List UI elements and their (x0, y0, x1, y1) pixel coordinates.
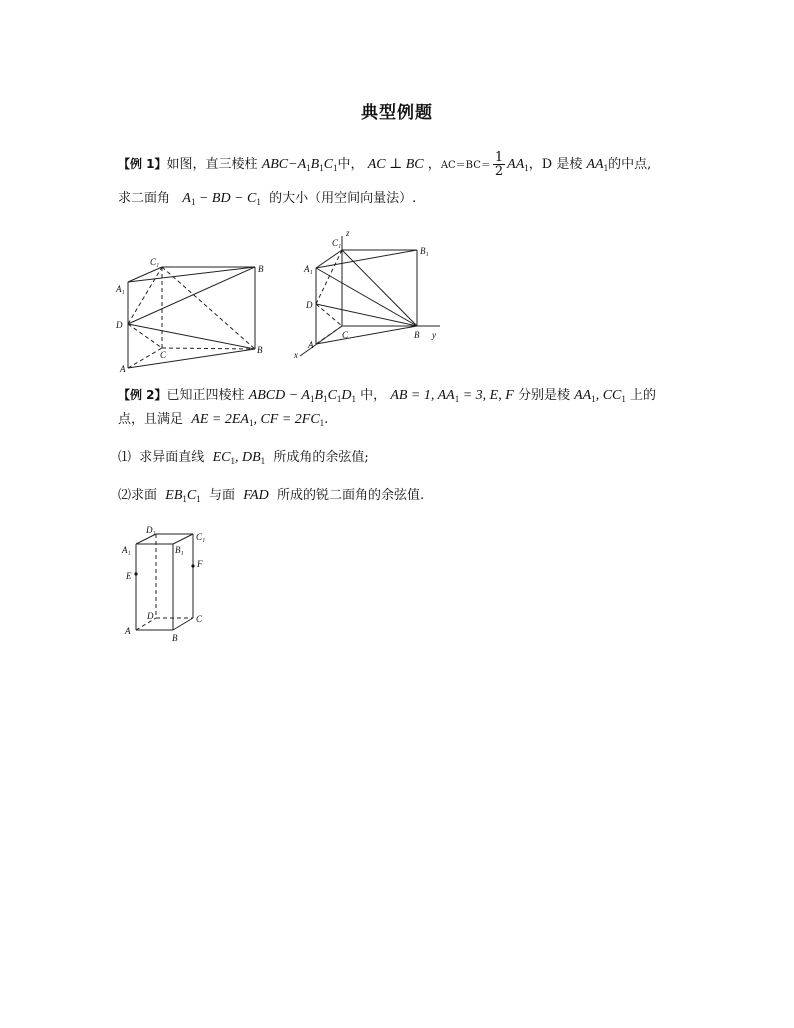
label-y: y (432, 330, 436, 340)
label-c: C (196, 614, 203, 624)
text: 如图，直三棱柱 (166, 157, 258, 172)
edge-hidden (162, 267, 255, 349)
figure-3-square-prism (118, 522, 218, 644)
lines-expression: $EC_1$, $DB_1$ (212, 450, 266, 466)
label-b1: B₁ (420, 246, 429, 256)
equality-text: AC＝BC＝ (440, 160, 491, 171)
aa1-expression-2: $AA_1$ (586, 157, 609, 173)
edge (316, 304, 417, 326)
figure-2-prism-axes (290, 228, 450, 363)
plane-1-expression: $EB_1C_1$ (165, 488, 201, 504)
text: 与面 (209, 488, 236, 503)
example-1-label: 【例 1】 (118, 157, 167, 171)
text: 求异面直线 (139, 450, 205, 465)
dihedral-expression: $A_1$ − BD − $C_1$ (182, 191, 261, 207)
text: 所成角的余弦值; (273, 450, 369, 465)
text: 所成的锐二面角的余弦值. (276, 488, 425, 503)
edge (128, 349, 255, 368)
point-f (191, 564, 194, 567)
prism-expression: $ABC-A_1B_1C_1$ (261, 157, 338, 173)
edge (136, 534, 156, 544)
label-d: D (306, 300, 313, 310)
label-a: A (125, 626, 131, 636)
text: 分别是棱 (517, 388, 570, 403)
question-1-label: ⑴ (118, 450, 132, 465)
label-c: C (342, 330, 349, 340)
question-1 (118, 449, 369, 470)
text: . (324, 412, 329, 427)
text: 中， (337, 157, 364, 172)
text: 的大小（用空间向量法）. (269, 191, 417, 206)
aa1-expression: $AA_1$ (507, 157, 529, 173)
figure-1-prism (112, 250, 272, 375)
label-b: B (414, 330, 420, 340)
label-c1: C₁ (196, 532, 206, 542)
label-x: x (294, 350, 298, 360)
label-d1: D₁ (146, 525, 156, 535)
edge (173, 618, 193, 630)
edge-hidden (162, 348, 255, 349)
ratio-expression: AE = $2EA_1$, CF = $2FC_1$ (191, 412, 325, 428)
text: ，D 是棱 (528, 157, 583, 172)
edge (342, 250, 417, 326)
label-c: C (160, 350, 167, 360)
example-2-line-1 (118, 386, 656, 408)
edge (128, 267, 255, 282)
page-title: 典型例题 (361, 103, 433, 123)
text: 中， (360, 388, 387, 403)
label-a1: A₁ (122, 545, 131, 555)
condition-expression: AB = 1, $AA_1 = 3$, E, F (390, 388, 514, 404)
perp-expression: AC ⊥ BC (367, 157, 424, 172)
label-a1: A₁ (116, 284, 125, 294)
edge-hidden (128, 267, 162, 324)
edge (316, 326, 417, 344)
label-c1: C₁ (332, 238, 342, 248)
example-1-line-2 (118, 190, 416, 211)
edge-hidden (316, 250, 342, 304)
label-z: z (346, 228, 350, 238)
edge (128, 324, 255, 349)
fraction: $\frac{1}{2}$ (494, 150, 504, 179)
plane-2-expression: FAD (243, 488, 269, 503)
label-a: A (120, 364, 126, 374)
label-f: F (197, 559, 203, 569)
edge (173, 534, 193, 544)
edge (128, 267, 255, 324)
label-b: B (258, 264, 264, 274)
text: ， (427, 157, 441, 172)
label-e: E (126, 571, 132, 581)
label-b1: B₁ (175, 545, 184, 555)
edge (316, 250, 417, 268)
text: 的中点, (608, 157, 652, 172)
question-2-label: ⑵ (118, 488, 132, 503)
example-2-line-2 (118, 411, 328, 432)
label-c1: C₁ (150, 257, 160, 267)
text: 求面 (131, 488, 158, 503)
example-2-label: 【例 2】 (118, 388, 167, 402)
label-d: D (147, 611, 154, 621)
prism-expression: ABCD − $A_1B_1C_1D_1$ (248, 388, 357, 404)
example-1-line-1 (118, 151, 651, 178)
edges-expression: $AA_1$, $CC_1$ (574, 388, 626, 404)
text: 点，且满足 (118, 412, 184, 427)
text: 已知正四棱柱 (166, 388, 245, 403)
label-d: D (116, 320, 123, 330)
label-b: B (172, 633, 178, 643)
question-2 (118, 487, 424, 508)
point-e (134, 572, 137, 575)
label-a1: A₁ (304, 264, 313, 274)
text: 求二面角 (118, 191, 171, 206)
label-b-2: B (257, 345, 263, 355)
edge (316, 268, 417, 326)
text: 上的 (630, 388, 657, 403)
label-a: A (308, 340, 314, 350)
